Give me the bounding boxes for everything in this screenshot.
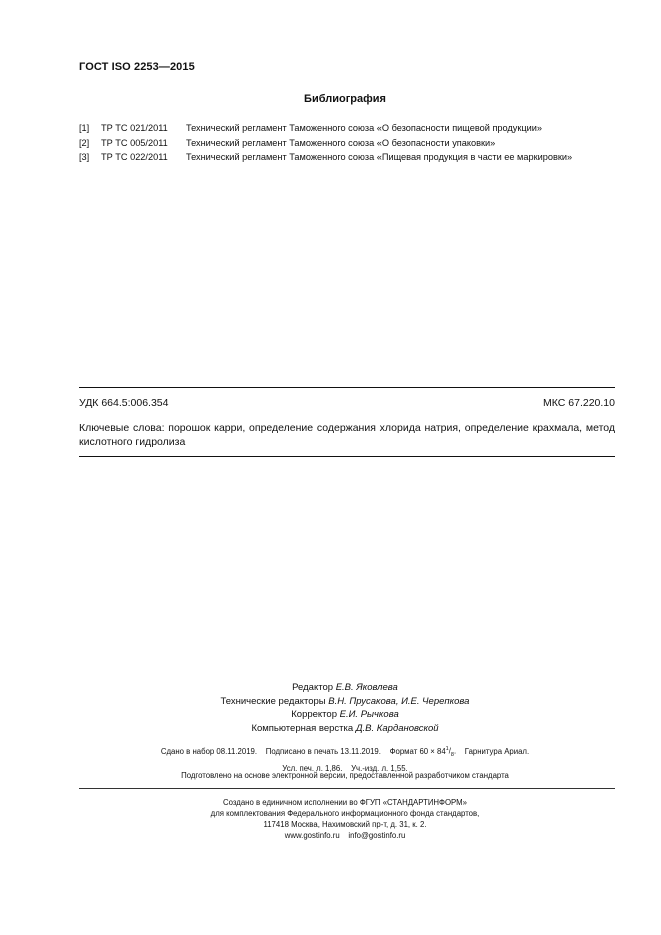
editor-label: Редактор bbox=[292, 682, 334, 693]
tech-editors-line bbox=[0, 695, 661, 709]
footer-rule bbox=[79, 788, 615, 789]
corrector-line bbox=[0, 708, 661, 722]
footer-line-1: Создано в единичном исполнении во ФГУП «СТАНДАРТИНФОРМ» bbox=[223, 798, 467, 807]
editor-line bbox=[0, 681, 661, 695]
layout-name: Д.В. Кардановской bbox=[355, 722, 439, 734]
bibliography-code: ТР ТС 005/2011 bbox=[101, 137, 168, 148]
bibliography-list bbox=[79, 121, 572, 165]
format-numerator: 1 bbox=[445, 746, 449, 752]
prepared-note: Подготовлено на основе электронной версии, предоставленной разработчиком стандарта bbox=[181, 771, 509, 780]
bibliography-text: Технический регламент Таможенного союза «Пищевая продукция в части ее маркировки» bbox=[186, 152, 573, 162]
corrector-label: Корректор bbox=[291, 709, 337, 720]
publisher-sheets: Уч.-изд. л. 1,55. bbox=[351, 764, 408, 774]
layout-line bbox=[0, 722, 661, 736]
document-header: ГОСТ ISO 2253—2015 bbox=[79, 61, 195, 73]
corrector-name: Е.И. Рычкова bbox=[339, 709, 399, 720]
printed-sheets: Усл. печ. л. 1,86. bbox=[282, 764, 343, 774]
bibliography-item bbox=[79, 136, 572, 151]
bibliography-text: Технический регламент Таможенного союза «О безопасности упаковки» bbox=[186, 137, 496, 148]
bibliography-number: [2] bbox=[79, 137, 90, 148]
footer-line-3: 117418 Москва, Нахимовский пр-т, д. 31, к. 2. bbox=[263, 820, 427, 829]
top-rule bbox=[79, 387, 615, 388]
bibliography-text: Технический регламент Таможенного союза «О безопасности пищевой продукции» bbox=[186, 123, 543, 133]
publisher-footer bbox=[0, 797, 661, 841]
signed-date: Подписано в печать 13.11.2019. bbox=[265, 746, 381, 756]
submitted-date: Сдано в набор 08.11.2019. bbox=[160, 746, 258, 756]
udk-code: УДК 664.5:006.354 bbox=[79, 397, 169, 409]
bibliography-code: ТР ТС 022/2011 bbox=[101, 152, 168, 162]
bibliography-item bbox=[79, 150, 572, 165]
bibliography-title: Библиография bbox=[304, 93, 386, 105]
bibliography-code: ТР ТС 021/2011 bbox=[101, 123, 168, 133]
mks-code: МКС 67.220.10 bbox=[543, 397, 615, 409]
footer-contacts bbox=[0, 830, 661, 841]
format: Формат $60 \times 84^1/_8$ bbox=[389, 746, 454, 759]
footer-line-2: для комплектования Федерального информационного фонда стандартов, bbox=[210, 809, 480, 818]
editors-block bbox=[0, 681, 661, 735]
tech-editors-names: В.Н. Прусакова, И.Е. Черепкова bbox=[328, 695, 470, 707]
format-denominator: 8 bbox=[450, 752, 454, 759]
bibliography-item bbox=[79, 121, 572, 136]
bibliography-number: [3] bbox=[79, 152, 90, 162]
format-prefix: Формат 60 × 84 bbox=[389, 746, 446, 756]
editor-name: Е.В. Яковлева bbox=[335, 682, 398, 693]
bibliography-number: [1] bbox=[79, 123, 90, 133]
tech-editors-label: Технические редакторы bbox=[220, 695, 326, 707]
bottom-rule bbox=[79, 456, 615, 457]
keywords: Ключевые слова: порошок карри, определение содержания хлорида натрия, определение крахмала, метод кислотного гидролиза bbox=[79, 422, 615, 448]
website-link[interactable]: www.gostinfo.ru bbox=[284, 831, 340, 840]
typeface: Гарнитура Ариал. bbox=[464, 746, 530, 756]
layout-label: Компьютерная верстка bbox=[251, 722, 354, 734]
email-link[interactable]: info@gostinfo.ru bbox=[348, 831, 406, 840]
print-info-line-1: Сдано в набор 08.11.2019. Подписано в печать 13.11.2019. Формат $60 \times 84^1/_8$. Гарнитура Ариал. bbox=[0, 742, 661, 762]
